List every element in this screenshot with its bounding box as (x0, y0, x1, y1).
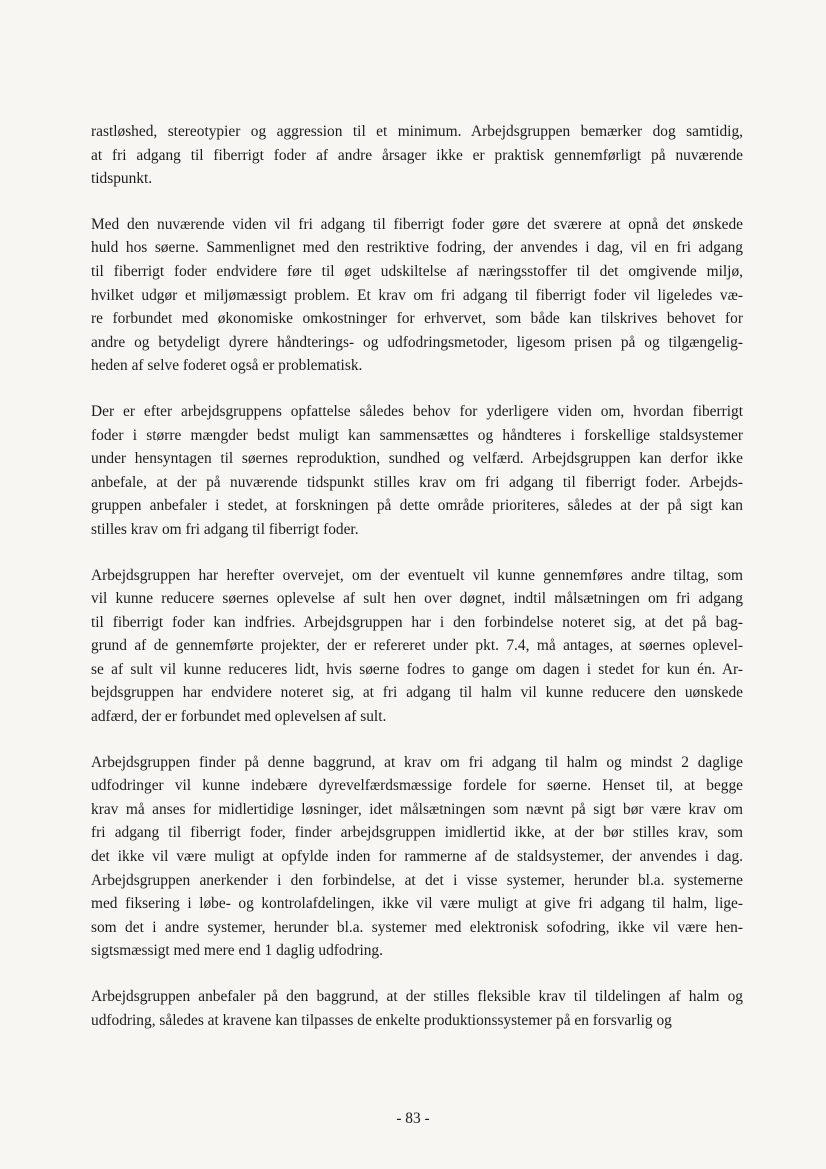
paragraph (91, 400, 743, 542)
text-line: adfærd, der er forbundet med oplevelsen af sult. (91, 708, 387, 726)
paragraph (91, 213, 743, 378)
text-line: se af sult vil kunne reduceres lidt, hvis søerne fodres to gange om dagen i stedet for kun én. Ar- (91, 660, 743, 678)
text-line: rastløshed, stereotypier og aggression til et minimum. Arbejdsgruppen bemærker dog samtidig, (91, 123, 743, 140)
text-line: til fiberrigt foder kan indfries. Arbejdsgruppen har i den forbindelse noteret sig, at det på bag- (91, 613, 743, 631)
text-line: Arbejdsgruppen har herefter overvejet, om der eventuelt vil kunne gennemføres andre tiltag, som (91, 566, 743, 584)
paragraph (91, 985, 743, 1032)
text-line: udfodringer vil kunne indebære dyrevelfærdsmæssige fordele for søerne. Henset til, at begge (91, 777, 743, 795)
text-line: fri adgang til fiberrigt foder, finder arbejdsgruppen imidlertid ikke, at der bør stilles krav, som (91, 824, 743, 842)
text-line: foder i større mængder bedst muligt kan sammensættes og håndteres i forskellige staldsystemer (91, 426, 743, 444)
text-line: heden af selve foderet også er problematisk. (91, 357, 363, 375)
text-line: med fiksering i løbe- og kontrolafdelingen, ikke vil være muligt at give fri adgang til halm, lige- (91, 895, 743, 913)
text-line: som det i andre systemer, herunder bl.a. systemer med elektronisk sofodring, ikke vil være hen- (91, 918, 743, 936)
text-line: Arbejdsgruppen anbefaler på den baggrund, at der stilles fleksible krav til tildelingen af halm og (91, 988, 743, 1005)
text-line: stilles krav om fri adgang til fiberrigt foder. (91, 520, 359, 538)
paragraph (91, 120, 743, 191)
paragraph (91, 751, 743, 963)
text-line: at fri adgang til fiberrigt foder af andre årsager ikke er praktisk gennemførligt på nuværende (91, 146, 743, 164)
text-line: gruppen anbefaler i stedet, at forskningen på dette område prioriteres, således at der på sigt kan (91, 497, 743, 515)
text-line: under hensyntagen til søernes reproduktion, sundhed og velfærd. Arbejdsgruppen kan derfor ikke (91, 450, 743, 468)
text-line: bejdsgruppen har endvidere noteret sig, at fri adgang til halm vil kunne reducere den uønskede (91, 684, 743, 702)
text-line: tidspunkt. (91, 170, 153, 188)
text-line: grund af de gennemførte projekter, der er refereret under pkt. 7.4, må antages, at søernes oplevel- (91, 637, 743, 655)
text-line: anbefale, at der på nuværende tidspunkt stilles krav om fri adgang til fiberrigt foder. Arbejds- (91, 473, 743, 491)
text-line: det ikke vil være muligt at opfylde inden for rammerne af de staldsystemer, der anvendes i dag. (91, 848, 743, 866)
text-line: Med den nuværende viden vil fri adgang til fiberrigt foder gøre det sværere at opnå det ønskede (91, 215, 743, 233)
text-line: udfodring, således at kravene kan tilpasses de enkelte produktionssystemer på en forsvarlig og (91, 1011, 672, 1029)
text-line: Arbejdsgruppen anerkender i den forbindelse, at det i visse systemer, herunder bl.a. systemerne (91, 871, 743, 889)
text-line: krav må anses for midlertidige løsninger, idet målsætningen som nævnt på sigt bør være krav om (91, 800, 743, 818)
text-line: re forbundet med økonomiske omkostninger for erhvervet, som både kan tilskrives behovet for (91, 310, 743, 328)
text-line: Der er efter arbejdsgruppens opfattelse således behov for yderligere viden om, hvordan fiberrigt (91, 402, 743, 420)
text-line: vil kunne reducere søernes oplevelse af sult hen over døgnet, indtil målsætningen om fri adgang (91, 590, 743, 608)
paragraph (91, 564, 743, 729)
text-line: sigtsmæssigt med mere end 1 daglig udfodring. (91, 942, 383, 960)
text-line: Arbejdsgruppen finder på denne baggrund, at krav om fri adgang til halm og mindst 2 daglige (91, 753, 743, 771)
text-line: andre og betydeligt dyrere håndterings- og udfodringsmetoder, ligesom prisen på og tilgængelig- (91, 333, 743, 351)
text-line: hvilket udgør et miljømæssigt problem. Et krav om fri adgang til fiberrigt foder vil ligeledes væ- (91, 286, 743, 304)
page-number: - 83 - (396, 1110, 430, 1127)
text-line: til fiberrigt foder endvidere føre til øget udskiltelse af næringsstoffer til det omgivende miljø, (91, 262, 743, 280)
text-line: huld hos søerne. Sammenlignet med den restriktive fodring, der anvendes i dag, vil en fri adgang (91, 239, 743, 257)
body-text (91, 120, 743, 1054)
